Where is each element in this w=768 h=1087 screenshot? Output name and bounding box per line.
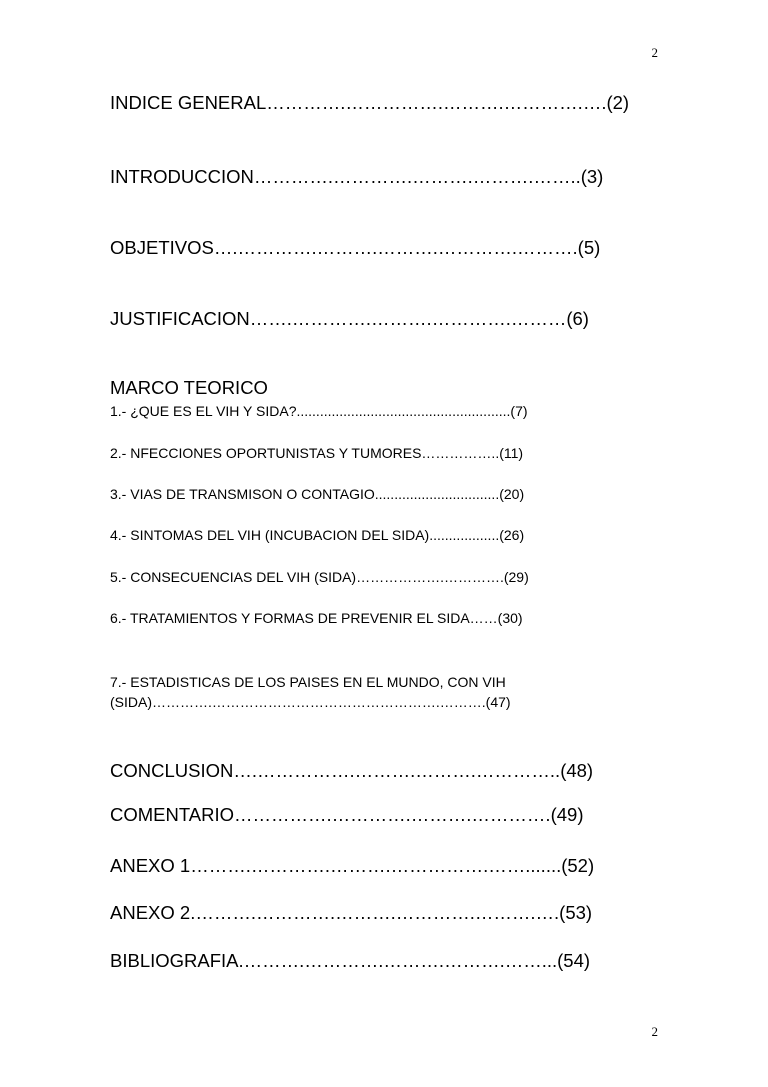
- toc-sub-item-7-line2: (SIDA)………….………………………………………….……….(47): [110, 694, 511, 710]
- toc-sub-item: 5.- CONSECUENCIAS DEL VIH (SIDA)……………….………….(29): [110, 569, 529, 585]
- toc-sub-item: 6.- TRATAMIENTOS Y FORMAS DE PREVENIR EL SIDA……(30): [110, 610, 523, 626]
- toc-sub-item: 2.- NFECCIONES OPORTUNISTAS Y TUMORES……………..(11): [110, 445, 524, 461]
- page-number-bottom: 2: [651, 1024, 658, 1039]
- toc-sub-item: 3.- VIAS DE TRANSMISON O CONTAGIO................................(20): [110, 486, 525, 502]
- toc-justificacion: JUSTIFICACION…….………….……….………….………(6): [110, 308, 589, 329]
- page-number-top: 2: [651, 45, 658, 60]
- toc-sub-item-7-line1: 7.- ESTADISTICAS DE LOS PAISES EN EL MUNDO, CON VIH: [110, 674, 506, 690]
- toc-objetivos: OBJETIVOS….………….……….……….………….……….(5): [110, 237, 601, 258]
- toc-sub-item: 1.- ¿QUE ES EL VIH Y SIDA?.......................................................(7): [110, 403, 528, 419]
- toc-comentario: COMENTARIO…………….………….……….………….(49): [110, 804, 584, 825]
- toc-indice-general: INDICE GENERAL………….…………….……….………….….(2): [110, 92, 630, 113]
- toc-anexo-2: ANEXO 2.……….………….……….………….……….….(53): [110, 902, 593, 923]
- toc-conclusion: CONCLUSION….…………….……….……….…………..(48): [110, 760, 594, 781]
- toc-marco-teorico: MARCO TEORICO: [110, 377, 268, 398]
- toc-anexo-1: ANEXO 1……….………….……….…………….…….......(52): [110, 855, 595, 876]
- toc-bibliografia: BIBLIOGRAFIA.……….………….……….……….……...(54): [110, 950, 591, 971]
- toc-introduccion: INTRODUCCION………….………….……….……….……..(3): [110, 166, 604, 187]
- toc-sub-item: 4.- SINTOMAS DEL VIH (INCUBACION DEL SIDA)..................(26): [110, 527, 525, 543]
